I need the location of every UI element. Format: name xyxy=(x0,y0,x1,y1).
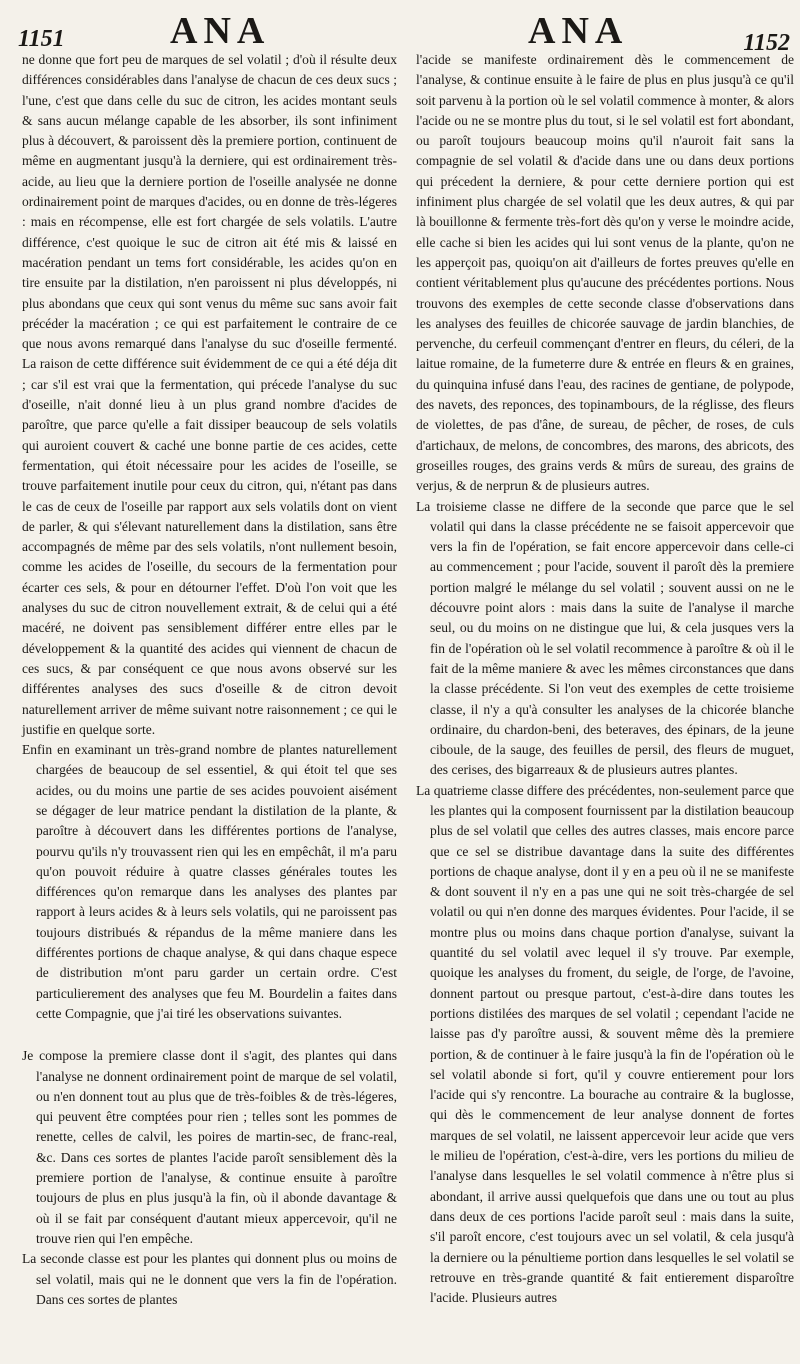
right-running-head: ANA xyxy=(528,10,629,52)
paragraph: Enfin en examinant un très-grand nombre de plantes naturellement chargées de beaucoup de sel essentiel, & qui étoit tel que ses acides, ou du moins une partie de ses acides pouvoient aisément se dégager de leur matrice pendant la distilation de la plante, & paroître à découvert dans les différentes portions de l'analyse, pourvu qu'ils n'y trouvassent rien qui les en empêchât, il m'a paru qu'on pouvoit réduire à quatre classes générales toutes les différences qu'on remarque dans les analyses des plantes par rapport à leurs acides & à leurs sels volatils, qui ne paroissent pas toujours distribués & répandus de la même maniere dans les différentes portions de chaque analyse, & qui dans chaque espece de distribution m'ont paru garder un certain ordre. C'est particulierement des analyses que feu M. Bourdelin a faites dans cette Compagnie, que j'ai tiré les observations suivantes. xyxy=(22,742,397,1021)
paragraph: Je compose la premiere classe dont il s'agit, des plantes qui dans l'analyse ne donnent ordinairement point de marque de sel volatil, ou n'en donnent tout au plus que de très-foibles & de très-légeres, qui peuvent être comptées pour rien ; telles sont les pommes de renette, celles de calvil, les poires de martin-sec, de franc-real, &c. Dans ces sortes de plantes l'acide paroît sensiblement dès la premiere portion de l'analyse, & continue ensuite à paroître toujours de plus en plus jusqu'à la fin, où il abonde davantage & où il se fait par conséquent d'autant mieux appercevoir, qu'il ne trouve rien qui l'en empêche. xyxy=(22,1048,397,1246)
paragraph: La quatrieme classe differe des précédentes, non-seulement parce que les plantes qui la composent fournissent par la distilation beaucoup plus de sel volatil que celles des autres classes, mais encore parce que ce sel se distribue davantage dans la suite des différentes portions de chaque analyse, dont il y en a peu où il ne se manifeste & dont souvent il n'y en a pas une qui ne soit très-chargée de sel volatil ou qui n'en donne des marques évidentes. Pour l'acide, il se montre plus ou moins dans chaque portion d'analyse, suivant la quantité du sel volatil avec lequel il s'y trouve. Par exemple, quoique les analyses du froment, du seigle, de l'orge, de l'avoine, donnent partout ou presque partout, c'est-à-dire dans toutes les portions distilées des marques de sel volatil ; cependant l'acide ne laisse pas d'y paroître aussi, & souvent même dès la premiere portion, & de continuer à le faire jusqu'à la fin de l'opération où le sel volatil abonde si fort, qu'il y couvre entierement pour lors l'acide qui s'y rencontre. La bourache au contraire & la buglosse, qui dès le commencement de leur analyse donnent de fortes marques de sel volatil, ne laissent appercevoir leur acide que vers le milieu de l'opération, c'est-à-dire, vers les portions du milieu de l'analyse dans lesquelles le sel volatil commence à n'être plus si abondant, il arrive aussi quelquefois que dans une ou tout au plus dans deux de ces portions l'acide paroît seul : mais dans la suite, s'il paroît encore, c'est toujours avec un sel volatil, & cela jusqu'à la derniere ou la pénultieme portion dans lesquelles le sel volatil se retrouve en très-grande quantité & fait entierement disparoître l'acide. Plusieurs autres xyxy=(416,782,794,1306)
paragraph: ne donne que fort peu de marques de sel volatil ; d'où il résulte deux différences considérables dans l'analyse de chacun de ces deux sucs ; l'une, c'est que dans celle du suc de citron, les acides montant seuls & sans aucun mélange capable de les absorber, ils sont infiniment plus à découvert, & paroissent dès la premiere portion, continuent de même en augmentant jusqu'à la derniere, qui est ordinairement très-acide, au lieu que la derniere portion de l'oseille analysée ne donne ordinairement point de marques d'acides, ou en donne de très-légeres : mais en récompense, elle est fort chargée de sels volatils. L'autre différence, c'est quoique le suc de citron ait été mis & laissé en macération pendant un tems fort considérable, les acides qu'on en tire ensuite par la distilation, n'en paroissent ni plus développés, ni plus abondans que ceux qui sont venus du même suc sans avoir fait précéder la macération ; ce qui est parfaitement le contraire de ce que nous avons remarqué dans l'analyse du suc d'oseille fermenté. La raison de cette différence suit évidemment de ce qui a été déja dit ; car s'il est vrai que la fermentation, qui précede l'analyse du suc d'oseille, n'ait donné lieu à un plus grand nombre d'acides de paroître, que parce qu'elle a fait dissiper beaucoup de sels volatils qui auroient couvert & caché une bonne partie de ces acides, cette fermentation, qui étoit nécessaire pour les acides de l'oseille, se trouve parfaitement inutile pour ceux du citron, qui, n'étant pas dans le cas de ceux de l'oseille par rapport aux sels volatils dont on vient de parler, & qui s'élevant naturellement dans la distilation, sans être accompagnés de même par des sels volatils, n'ont nullement besoin, comme les acides de l'oseille, du secours de la fermentation pour écarter ces sels, & pour en détourner l'effet. D'où l'on voit que les analyses du suc de citron nouvellement extrait, & de celui qui a été macéré, ne doivent pas sensiblement différer entre elles par le développement & la quantité des acides qui viennent de chacun de ces sucs, & par conséquent ce que nous avons observé sur les différentes analyses des sucs d'oseille & de citron devoit naturellement arriver de même suivant notre raisonnement ; ce qui le justifie en quelque sorte. xyxy=(22,52,397,737)
right-column xyxy=(416,50,794,1308)
paragraph: l'acide se manifeste ordinairement dès le commencement de l'analyse, & continue ensuite à le faire de plus en plus jusqu'à ce qu'il soit parvenu à la portion où le sel volatil commence à monter, & alors l'acide ou ne se montre plus du tout, si le sel volatil est fort abondant, ou paroît toujours beaucoup moins qu'il n'auroit fait sans la compagnie de sel volatil & d'acide dans une ou dans deux portions qui précedent la derniere, & pour cette derniere portion qui est infiniment plus chargée de sel volatil que les deux autres, & qui par là bouillonne & fermente très-fort dès qu'on y verse le moindre acide, elle cache si bien les acides qui lui sont venus de la plante, qu'on ne les apperçoit pas, quoiqu'on ait d'ailleurs de fortes preuves qu'elle en contient véritablement plus qu'aucune des précédentes portions. Nous trouvons des exemples de cette seconde classe d'observations dans les analyses des feuilles de chicorée sauvage de jardin blanchies, de pervenche, du cerfeuil commençant d'entrer en fleurs, du céleri, de la laitue romaine, de la fumeterre dure & entrée en fleurs & en graines, du quinquina infusé dans l'eau, des racines de gentiane, de polypode, des navets, des reponces, des topinambours, de la réglisse, des fleurs de violettes, de pas d'âne, de sureau, de pêcher, de roses, de culs d'artichaux, de melons, de concombres, des marons, des abricots, des groseilles rouges, des grains verds & mûrs de sureau, des grains de verjus, & de nerprun & de plusieurs autres. xyxy=(416,52,794,494)
paragraph: La seconde classe est pour les plantes qui donnent plus ou moins de sel volatil, mais qui ne le donnent que vers la fin de l'opération. Dans ces sortes de plantes xyxy=(22,1251,397,1307)
left-column xyxy=(22,50,397,1310)
paragraph: La troisieme classe ne differe de la seconde que parce que le sel volatil qui dans la classe précédente ne se faisoit appercevoir que vers la fin de l'opération, se fait encore appercevoir dans celle-ci au commencement ; pour l'acide, souvent il paroît dès la premiere portion malgré le mélange du sel volatil ; souvent aussi on ne le découvre point alors : mais dans la suite de l'analyse il marche seul, ou du moins on ne distingue que lui, & cela jusques vers la fin de l'opération où le sel volatil recommence à paroître & où il le fait de la même maniere & avec les mêmes circonstances que dans la classe précédente. Si l'on veut des exemples de cette troisieme classe, il n'y a qu'à consulter les analyses de la chicorée blanche ordinaire, du chardon-beni, des beteraves, des épinars, de la jeune ciboule, de la sauge, des feuilles de persil, des fleurs de muguet, des cerises, des bigarreaux & de plusieurs autres plantes. xyxy=(416,498,794,778)
left-running-head: ANA xyxy=(170,10,271,52)
left-page-number: 1151 xyxy=(18,26,65,52)
right-page-number: 1152 xyxy=(743,30,790,56)
